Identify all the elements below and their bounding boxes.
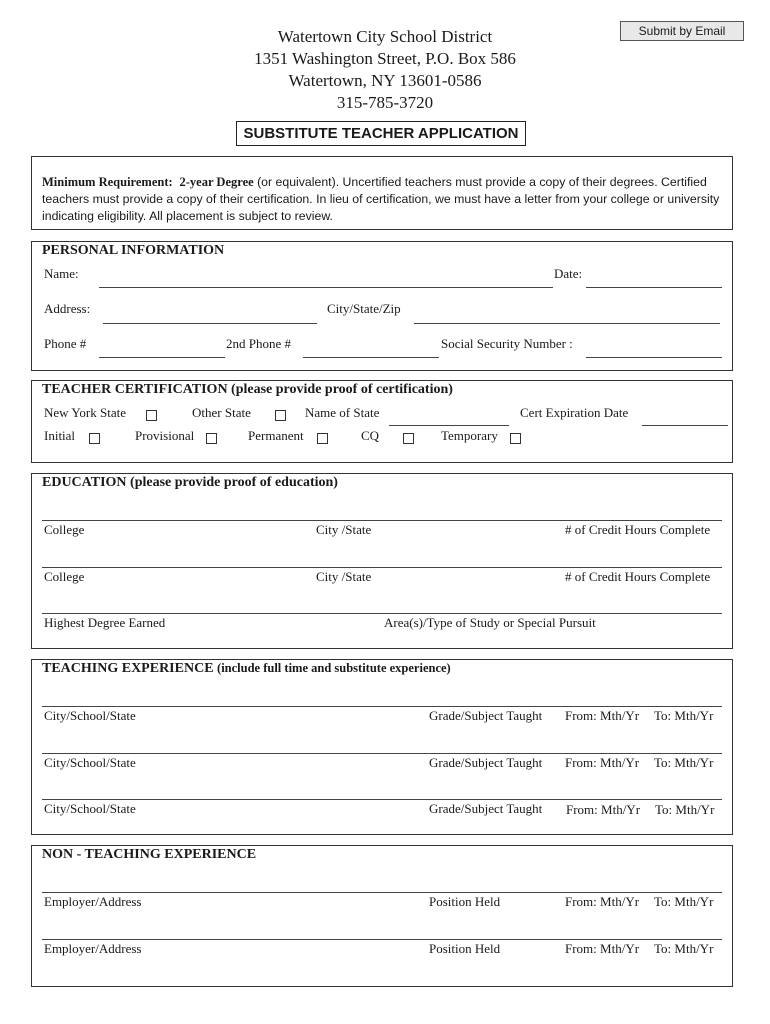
college-2-input[interactable] [42, 549, 726, 569]
new-york-state-label: New York State [44, 405, 126, 420]
new-york-state-checkbox[interactable] [146, 410, 157, 421]
name-input[interactable] [99, 269, 557, 289]
teaching-1-to-label: To: Mth/Yr [654, 708, 714, 723]
non-teaching-2-from-label: From: Mth/Yr [565, 941, 640, 956]
non-teaching-2-position-label: Position Held [429, 941, 501, 956]
teaching-3-to-label: To: Mth/Yr [655, 802, 715, 817]
college-1-input[interactable] [42, 502, 726, 522]
college-2-city-state-label: City /State [316, 569, 372, 584]
non-teaching-1-employer-label: Employer/Address [44, 894, 142, 909]
non-teaching-1-input[interactable] [42, 874, 726, 894]
college-1-label: College [44, 522, 85, 537]
requirement-box [31, 156, 733, 230]
permanent-label: Permanent [248, 428, 304, 443]
education-section [31, 473, 733, 649]
teaching-1-grade-label: Grade/Subject Taught [429, 708, 543, 723]
address-input[interactable] [103, 305, 321, 325]
teaching-3-input[interactable] [42, 781, 726, 801]
teaching-subtitle: (include full time and substitute experience) [217, 661, 451, 675]
requirement-body: (or equivalent). Uncertified teachers must provide a copy of their degrees. Certified teachers must provide a copy of their certification. In lieu of certification, we must have a letter from your college or university indicating eligibility. All placement is subject to review. [42, 175, 720, 223]
district-phone: 315-785-3720 [336, 93, 434, 112]
teacher-certification-section [31, 380, 733, 463]
teaching-1-from-label: From: Mth/Yr [565, 708, 640, 723]
teaching-title-text: TEACHING EXPERIENCE [42, 661, 214, 676]
other-state-label: Other State [192, 405, 251, 420]
district-street: 1351 Washington Street, P.O. Box 586 [254, 49, 516, 68]
non-teaching-experience-section [31, 845, 733, 987]
highest-degree-label: Highest Degree Earned [44, 615, 166, 630]
teaching-2-grade-label: Grade/Subject Taught [429, 755, 543, 770]
initial-label: Initial [44, 428, 76, 443]
teaching-2-to-label: To: Mth/Yr [654, 755, 714, 770]
non-teaching-2-to-label: To: Mth/Yr [654, 941, 714, 956]
college-2-credit-hours-label: # of Credit Hours Complete [565, 569, 711, 584]
non-teaching-2-employer-label: Employer/Address [44, 941, 142, 956]
personal-section-title: PERSONAL INFORMATION [42, 243, 225, 258]
other-state-checkbox[interactable] [275, 410, 286, 421]
cert-expiration-label: Cert Expiration Date [520, 405, 629, 420]
ssn-input[interactable] [586, 339, 726, 359]
personal-information-section [31, 241, 733, 371]
teaching-3-grade-label: Grade/Subject Taught [429, 801, 543, 816]
date-input[interactable] [586, 269, 726, 289]
area-of-study-label: Area(s)/Type of Study or Special Pursuit [384, 615, 596, 630]
phone-label: Phone # [44, 336, 87, 351]
cert-expiration-input[interactable] [642, 407, 732, 427]
cq-label: CQ [361, 428, 380, 443]
city-state-zip-label: City/State/Zip [327, 301, 401, 316]
provisional-label: Provisional [135, 428, 195, 443]
non-teaching-1-from-label: From: Mth/Yr [565, 894, 640, 909]
teaching-1-city-school-label: City/School/State [44, 708, 136, 723]
form-title: SUBSTITUTE TEACHER APPLICATION [236, 121, 526, 146]
teaching-2-input[interactable] [42, 735, 726, 755]
requirement-text [42, 174, 726, 225]
temporary-label: Temporary [441, 428, 498, 443]
teaching-section-title [42, 661, 451, 677]
city-state-zip-input[interactable] [414, 305, 724, 325]
provisional-checkbox[interactable] [206, 433, 217, 444]
teaching-1-input[interactable] [42, 688, 726, 708]
permanent-checkbox[interactable] [317, 433, 328, 444]
second-phone-input[interactable] [303, 339, 443, 359]
college-2-label: College [44, 569, 85, 584]
ssn-label: Social Security Number : [441, 336, 573, 351]
requirement-label: Minimum Requirement: [42, 175, 173, 189]
teaching-experience-section [31, 659, 733, 835]
cq-checkbox[interactable] [403, 433, 414, 444]
name-of-state-input[interactable] [389, 407, 513, 427]
teaching-2-city-school-label: City/School/State [44, 755, 136, 770]
highest-degree-input[interactable] [42, 595, 726, 615]
address-label: Address: [44, 301, 91, 316]
district-city: Watertown, NY 13601-0586 [288, 71, 482, 90]
non-teaching-2-input[interactable] [42, 921, 726, 941]
submit-by-email-button[interactable]: Submit by Email [620, 21, 744, 41]
date-label: Date: [554, 266, 583, 281]
non-teaching-1-position-label: Position Held [429, 894, 501, 909]
teaching-3-from-label: From: Mth/Yr [566, 802, 641, 817]
temporary-checkbox[interactable] [510, 433, 521, 444]
second-phone-label: 2nd Phone # [226, 336, 291, 351]
requirement-degree: 2-year Degree [179, 175, 254, 189]
education-section-title: EDUCATION (please provide proof of education) [42, 475, 338, 490]
district-name: Watertown City School District [277, 27, 493, 46]
college-1-city-state-label: City /State [316, 522, 372, 537]
name-of-state-label: Name of State [305, 405, 380, 420]
teaching-2-from-label: From: Mth/Yr [565, 755, 640, 770]
phone-input[interactable] [99, 339, 229, 359]
initial-checkbox[interactable] [89, 433, 100, 444]
non-teaching-section-title: NON - TEACHING EXPERIENCE [42, 847, 257, 862]
college-1-credit-hours-label: # of Credit Hours Complete [565, 522, 711, 537]
certification-section-title: TEACHER CERTIFICATION (please provide proof of certification) [42, 382, 453, 397]
non-teaching-1-to-label: To: Mth/Yr [654, 894, 714, 909]
name-label: Name: [44, 266, 79, 281]
teaching-3-city-school-label: City/School/State [44, 801, 136, 816]
